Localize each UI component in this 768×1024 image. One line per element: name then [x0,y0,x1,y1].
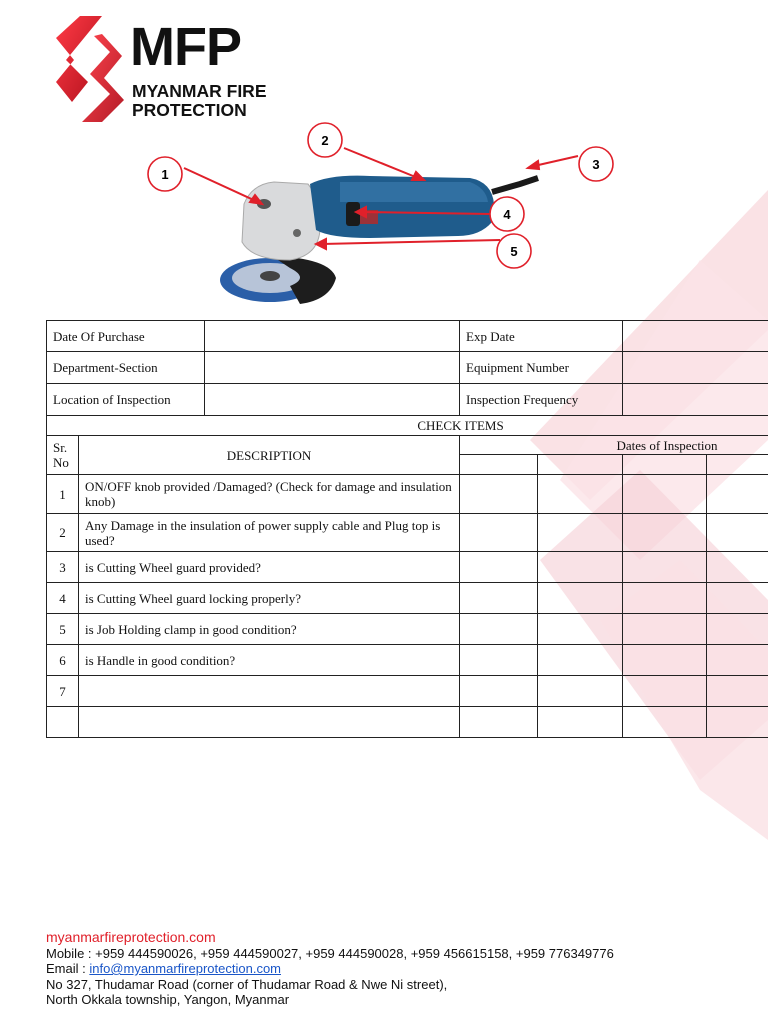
check-cell[interactable] [707,676,768,707]
item-number: 7 [47,676,79,707]
check-cell[interactable] [460,645,538,676]
check-cell[interactable] [707,475,768,514]
check-cell[interactable] [538,514,623,552]
check-cell[interactable] [538,614,623,645]
item-description[interactable] [79,707,460,738]
check-cell[interactable] [623,614,707,645]
item-description[interactable] [79,676,460,707]
date-cell[interactable] [460,455,538,475]
check-cell[interactable] [623,475,707,514]
logo-abbreviation: MFP [130,17,241,77]
callout-3 [579,147,613,181]
check-cell[interactable] [707,552,768,583]
check-item-row [47,645,768,676]
info-value-field[interactable] [623,352,768,384]
check-cell[interactable] [460,475,538,514]
svg-text:4: 4 [503,207,511,222]
gear-head [242,182,320,260]
check-item-row [47,475,768,514]
svg-text:3: 3 [592,157,600,172]
check-item-row [47,514,768,552]
check-cell[interactable] [538,676,623,707]
address-line-2: North Okkala township, Yangon, Myanmar [46,992,290,1007]
dates-of-inspection-header: Dates of Inspection [460,436,768,455]
item-number: 1 [47,475,79,514]
check-item-row [47,707,768,738]
check-cell[interactable] [460,614,538,645]
item-description: is Handle in good condition? [79,645,460,676]
info-label: Date Of Purchase [47,321,205,352]
check-cell[interactable] [460,707,538,738]
info-row [47,321,768,352]
check-item-row [47,614,768,645]
info-label: Exp Date [460,321,623,352]
info-label: Department-Section [47,352,205,384]
date-cell[interactable] [623,455,707,475]
info-value-field[interactable] [205,321,460,352]
item-number [47,707,79,738]
item-description: Any Damage in the insulation of power supply cable and Plug top is used? [79,514,460,552]
check-cell[interactable] [538,583,623,614]
check-cell[interactable] [623,552,707,583]
item-number: 2 [47,514,79,552]
info-value-field[interactable] [623,321,768,352]
inspection-form-table [46,320,768,738]
callout-4 [490,197,524,231]
logo-ribbon-icon [52,12,132,124]
date-cell[interactable] [538,455,623,475]
check-cell[interactable] [707,707,768,738]
info-value-field[interactable] [205,384,460,416]
info-row [47,352,768,384]
info-label: Location of Inspection [47,384,205,416]
callout-2 [308,123,342,157]
item-number: 5 [47,614,79,645]
mobile-numbers: Mobile : +959 444590026, +959 444590027, +959 444590028, +959 456615158, +959 776349776 [46,945,614,961]
check-item-row [47,583,768,614]
info-value-field[interactable] [623,384,768,416]
check-cell[interactable] [538,552,623,583]
svg-text:1: 1 [161,167,169,182]
check-cell[interactable] [460,676,538,707]
check-cell[interactable] [538,475,623,514]
company-logo [52,12,282,127]
item-number: 4 [47,583,79,614]
info-label: Inspection Frequency [460,384,623,416]
logo-text-line2: PROTECTION [132,100,247,120]
email-link[interactable]: info@myanmarfireprotection.com [89,961,281,976]
check-item-row [47,552,768,583]
email-line [46,961,614,977]
check-cell[interactable] [460,514,538,552]
check-cell[interactable] [707,514,768,552]
check-items-heading: CHECK ITEMS [47,416,768,436]
power-cable [492,178,538,192]
address-line-1: No 327, Thudamar Road (corner of Thudamar Road & Nwe Ni street), [46,976,448,992]
info-label: Equipment Number [460,352,623,384]
callout-5 [497,234,531,268]
description-header: DESCRIPTION [79,436,460,475]
angle-grinder-diagram [140,118,620,318]
check-cell[interactable] [538,645,623,676]
check-cell[interactable] [623,583,707,614]
check-cell[interactable] [538,707,623,738]
svg-text:2: 2 [321,133,329,148]
item-description: is Cutting Wheel guard provided? [79,552,460,583]
info-value-field[interactable] [205,352,460,384]
check-item-row [47,676,768,707]
check-cell[interactable] [623,645,707,676]
svg-text:5: 5 [510,244,518,259]
check-cell[interactable] [460,583,538,614]
check-cell[interactable] [707,583,768,614]
item-description: is Cutting Wheel guard locking properly? [79,583,460,614]
check-cell[interactable] [623,707,707,738]
item-description: ON/OFF knob provided /Damaged? (Check for damage and insulation knob) [79,475,460,514]
check-cell[interactable] [623,676,707,707]
sr-no-header: Sr. No [47,436,79,475]
logo-text-line1: MYANMAR FIRE [132,81,267,101]
check-cell[interactable] [707,645,768,676]
check-cell[interactable] [707,614,768,645]
date-cell[interactable] [707,455,768,475]
item-number: 6 [47,645,79,676]
footer-contact [46,930,614,1008]
check-cell[interactable] [460,552,538,583]
item-description: is Job Holding clamp in good condition? [79,614,460,645]
callout-1 [148,157,182,191]
item-number: 3 [47,552,79,583]
email-label: Email : [46,961,90,976]
info-row [47,384,768,416]
check-cell[interactable] [623,514,707,552]
website-link[interactable]: myanmarfireprotection.com [46,929,216,945]
